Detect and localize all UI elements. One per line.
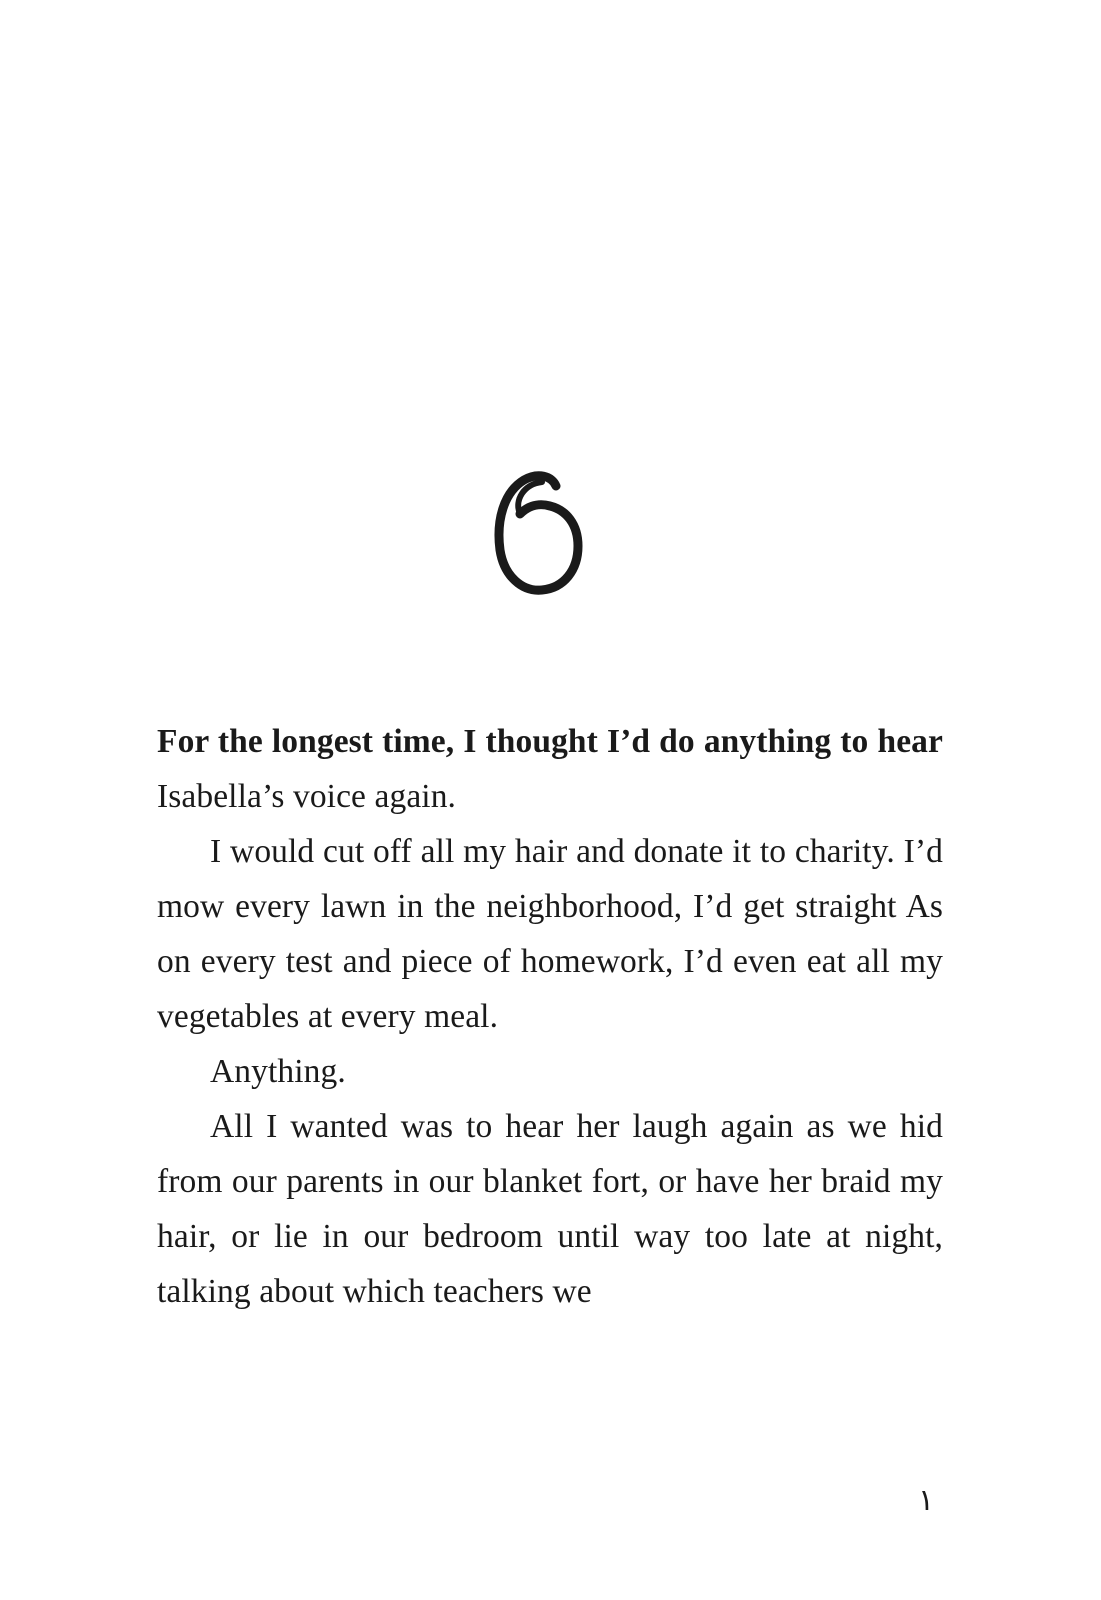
hand-drawn-six-icon <box>494 470 590 598</box>
paragraph-hair: I would cut off all my hair and donate it to charity. I’d mow every lawn in the neighborhood, I’d get straight As on every test and piece of homework, I’d even eat all my vegetables at every meal. <box>157 833 943 1035</box>
paragraph-laugh: All I wanted was to hear her laugh again as we hid from our parents in our blanket fort, or have her braid my hair, or lie in our bedroom until way too late at night, talking about which teachers we <box>157 1108 943 1310</box>
chapter-number-icon <box>494 470 590 598</box>
page-number: ١ <box>918 1483 935 1518</box>
paragraph-opening <box>157 714 943 824</box>
chapter-body <box>157 714 943 1319</box>
paragraph-anything: Anything. <box>210 1053 346 1090</box>
paragraph-text: Isabella’s voice again. <box>157 778 457 815</box>
lead-in-text: For the longest time, I thought I’d do anything to hear <box>157 723 943 760</box>
